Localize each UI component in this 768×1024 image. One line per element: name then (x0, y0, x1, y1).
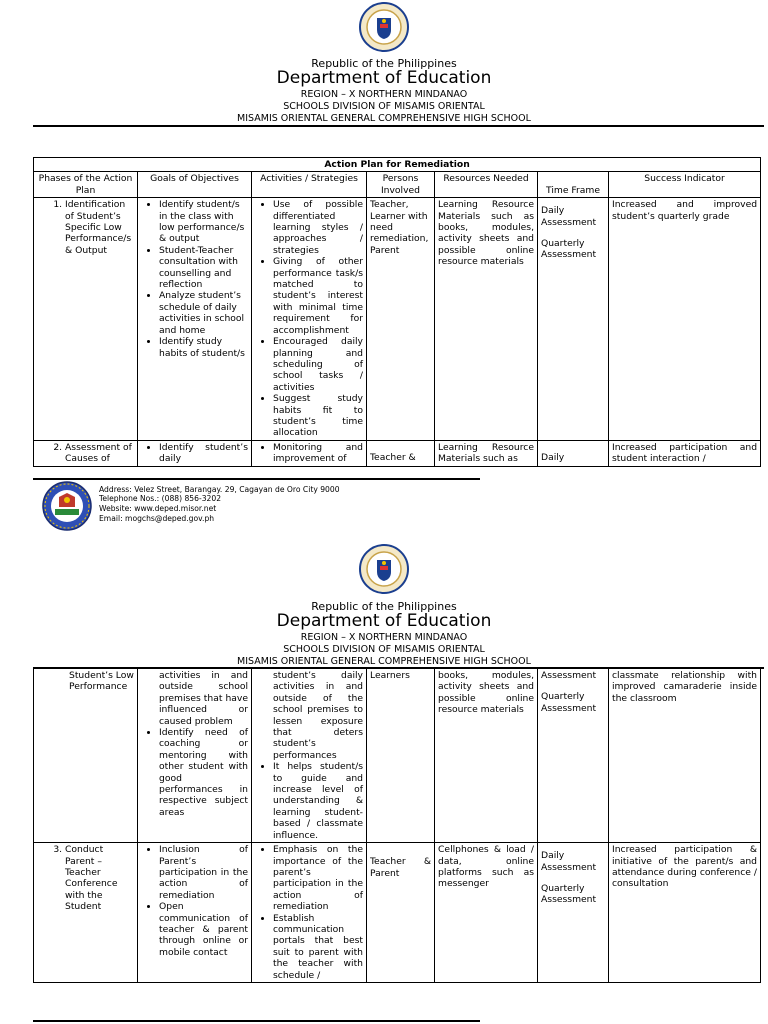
col-header-time: Time Frame (538, 172, 609, 198)
list-item: • Identify student’s daily (159, 442, 248, 465)
republic-line: Republic of the Philippines (311, 57, 457, 70)
goals-cell (138, 440, 252, 466)
division-line: SCHOOLS DIVISION OF MISAMIS ORIENTAL (283, 101, 485, 112)
goals-cell (138, 843, 252, 983)
time-daily: Daily Assessment (541, 205, 597, 228)
activities-cell (252, 440, 367, 466)
list-item: • It helps student/s to guide and increase level of understanding & learning student-based / classmate influence. (273, 761, 363, 841)
col-header-persons: Persons Involved (367, 172, 435, 198)
school-logo-icon (41, 481, 93, 531)
list-item: • Suggest study habits fit to student’s time allocation (273, 393, 363, 439)
phase-item: 1. Identification of Student’s Specific Low Performance/s & Output (65, 199, 134, 256)
table-caption: Action Plan for Remediation (34, 158, 761, 172)
department-title: Department of Education (276, 68, 492, 88)
persons-cell: Learners (367, 669, 435, 843)
col-header-activities: Activities / Strategies (252, 172, 367, 198)
action-plan-table-continued (33, 668, 761, 983)
persons-text: Teacher & Parent (370, 856, 431, 879)
activities-cell (252, 669, 367, 843)
deped-seal-icon (359, 2, 409, 52)
time-quarterly: Quarterly Assessment (541, 691, 597, 714)
division-line: SCHOOLS DIVISION OF MISAMIS ORIENTAL (283, 644, 485, 655)
success-cell: Increased and improved student’s quarterly grade (609, 198, 761, 441)
deped-seal-icon (359, 544, 409, 594)
persons-cell (367, 440, 435, 466)
page1-table-clip (0, 157, 768, 470)
table-header-row (34, 172, 761, 198)
resources-cell: books, modules, activity sheets and possible online resource materials (435, 669, 538, 843)
region-line: REGION – X NORTHERN MINDANAO (300, 89, 468, 100)
col-header-resources: Resources Needed (435, 172, 538, 198)
table-row (34, 198, 761, 441)
time-daily: Daily (541, 451, 565, 463)
success-cell: Increased participation and student interaction / (609, 440, 761, 466)
phase-item: Student’s Low Performance (69, 670, 134, 693)
col-header-goals: Goals of Objectives (138, 172, 252, 198)
resources-cell: Learning Resource Materials such as books, modules, activity sheets and possible online resource materials (435, 198, 538, 441)
page2-table-clip (0, 668, 768, 1010)
list-item: • Identify student/s in the class with low performance/s & output (159, 199, 248, 245)
phase-cell (34, 843, 138, 983)
list-item: • Use of possible differentiated learning styles / approaches / strategies (273, 199, 363, 256)
list-item: • Establish communication portals that best suit to parent with the teacher with schedule / (273, 913, 363, 981)
activities-cell (252, 198, 367, 441)
list-item: • Student-Teacher consultation with counselling and reflection (159, 245, 248, 291)
persons-cell (367, 843, 435, 983)
footer-address: Address: Velez Street, Barangay. 29, Cagayan de Oro City 9000 (99, 485, 340, 494)
time-quarterly: Quarterly Assessment (541, 238, 597, 261)
time-quarterly: Quarterly Assessment (541, 882, 597, 906)
footer-rule (33, 478, 480, 480)
persons-cell: Teacher, Learner with need remediation, Parent (367, 198, 435, 441)
footer-email: Email: mogchs@deped.gov.ph (99, 514, 215, 523)
goals-cell (138, 669, 252, 843)
phase-cell (34, 669, 138, 843)
action-plan-table (33, 157, 761, 467)
school-line: MISAMIS ORIENTAL GENERAL COMPREHENSIVE HIGH SCHOOL (237, 113, 531, 124)
table-row (34, 669, 761, 843)
footer-website: Website: www.deped.misor.net (99, 504, 217, 513)
resources-cell: Cellphones & load / data, online platforms such as messenger (435, 843, 538, 983)
list-item: • Identify need of coaching or mentoring with other student with good performances in respective subject areas (159, 727, 248, 818)
list-item: • Analyze student’s schedule of daily activities in school and home (159, 290, 248, 336)
col-header-success: Success Indicator (609, 172, 761, 198)
col-header-phases: Phases of the Action Plan (34, 172, 138, 198)
table-row (34, 843, 761, 983)
list-item: • Giving of other performance task/s matched to student’s interest with minimal time requirement for accomplishment (273, 256, 363, 336)
list-item: • Encouraged daily planning and scheduling of school tasks / activities (273, 336, 363, 393)
time-cell (538, 843, 609, 983)
time-daily: Daily Assessment (541, 850, 597, 873)
time-daily: Assessment (541, 670, 597, 681)
time-cell (538, 198, 609, 441)
persons-text: Teacher & (370, 451, 416, 463)
list-item: • Open communication of teacher & parent through online or mobile contact (159, 901, 248, 958)
activities-cell (252, 843, 367, 983)
phase-item: 3. Conduct Parent – Teacher Conference with the Student (65, 844, 134, 912)
header-rule (33, 125, 764, 127)
list-item-continued: activities in and outside school premises that have influenced or caused problem (159, 670, 248, 727)
table-row (34, 440, 761, 466)
school-line: MISAMIS ORIENTAL GENERAL COMPREHENSIVE HIGH SCHOOL (237, 656, 531, 667)
list-item: • Monitoring and improvement of (273, 442, 363, 465)
footer-rule (33, 1020, 480, 1022)
list-item-continued: student’s daily activities in and outside of the school premises to lessen exposure that deters student’s performances (273, 670, 363, 761)
time-cell (538, 440, 609, 466)
phase-cell (34, 198, 138, 441)
list-item: • Identify study habits of student/s (159, 336, 248, 359)
time-cell (538, 669, 609, 843)
region-line: REGION – X NORTHERN MINDANAO (300, 632, 468, 643)
list-item: • Inclusion of Parent’s participation in the action of remediation (159, 844, 248, 901)
phase-item: 2. Assessment of Causes of (65, 442, 134, 465)
success-cell: classmate relationship with improved camaraderie inside the classroom (609, 669, 761, 843)
department-title: Department of Education (276, 611, 492, 631)
list-item: • Emphasis on the importance of the parent’s participation in the action of remediation (273, 844, 363, 912)
success-cell: Increased participation & initiative of the parent/s and attendance during conference / consultation (609, 843, 761, 983)
republic-line: Republic of the Philippines (311, 600, 457, 613)
goals-cell (138, 198, 252, 441)
resources-cell: Learning Resource Materials such as (435, 440, 538, 466)
phase-cell (34, 440, 138, 466)
footer-telephone: Telephone Nos.: (088) 856-3202 (99, 494, 222, 503)
